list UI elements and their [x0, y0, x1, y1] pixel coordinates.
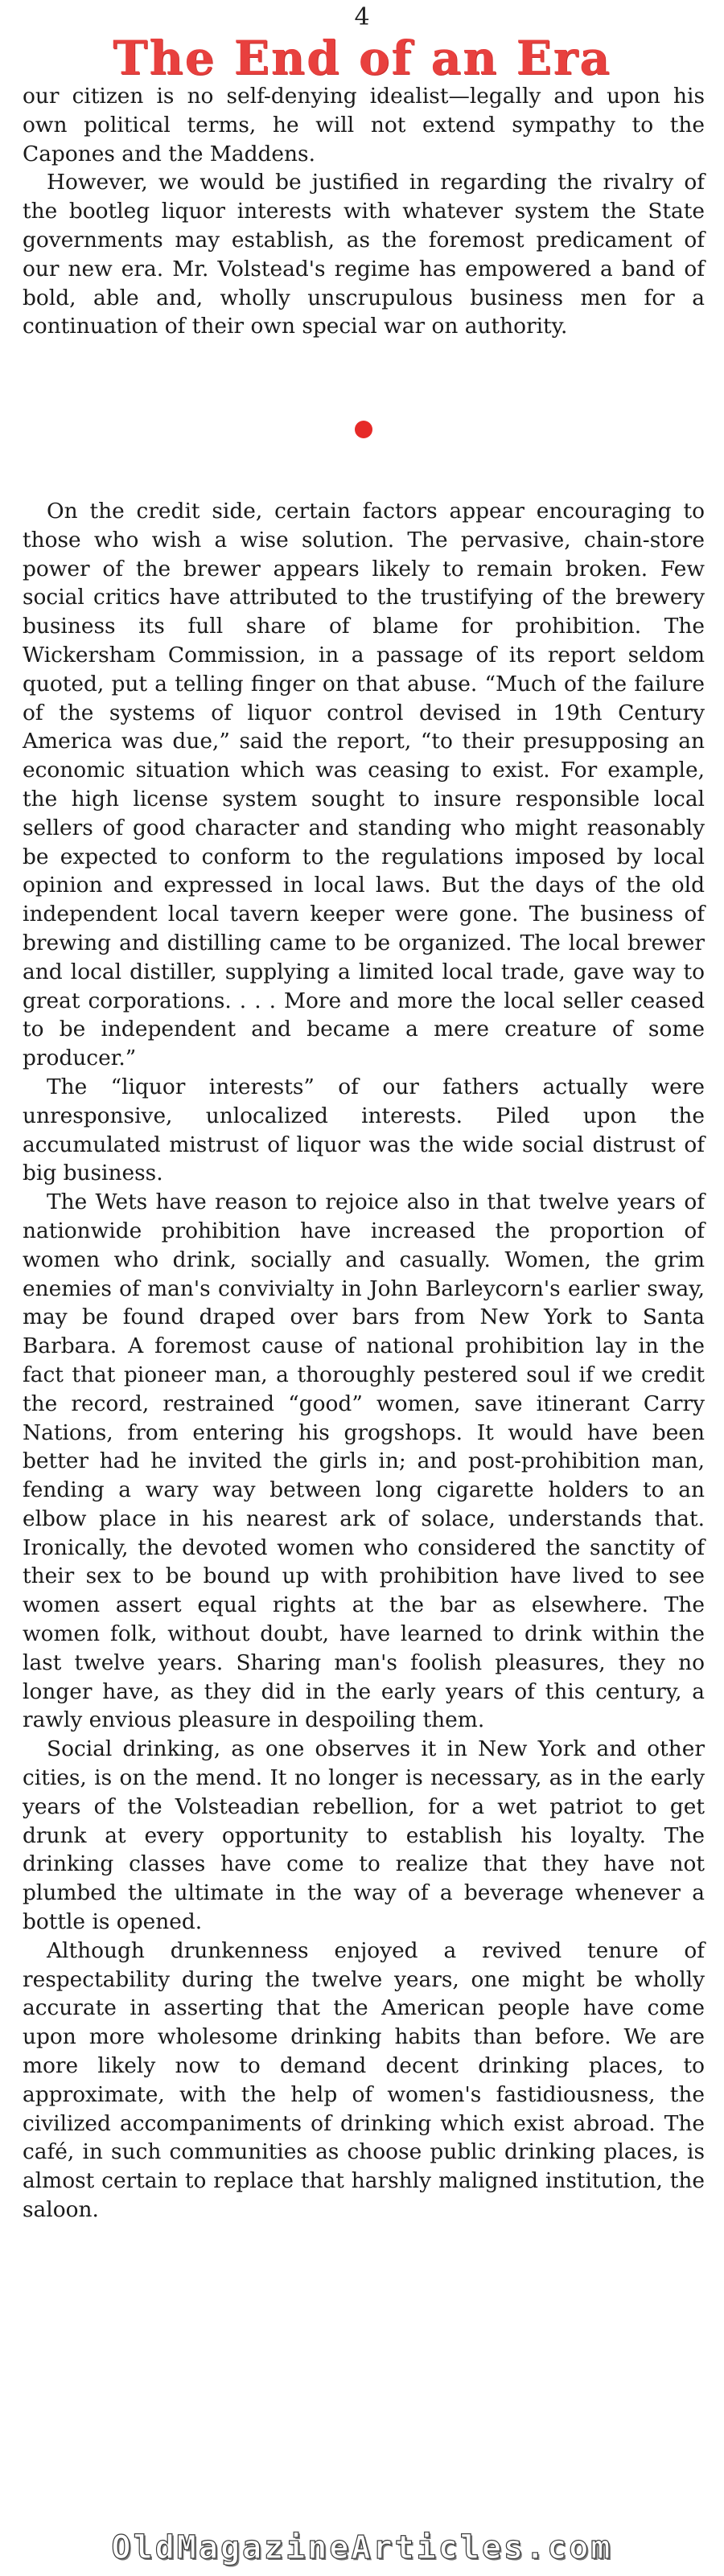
article-text-main: [23, 497, 705, 2225]
site-watermark: OldMagazineArticles.com: [111, 2529, 613, 2566]
paragraph: On the credit side, certain factors appear encouraging to those who wish a wise solution. The pervasive, chain-store power of the brewer appears likely to remain broken. Few social critics have attributed to the trustifying of the brewery business its full share of blame for prohibition. The Wickersham Commission, in a passage of its report seldom quoted, put a telling finger on that abuse. “Much of the failure of the systems of liquor control devised in 19th Century America was due,” said the report, “to their presupposing an economic situation which was ceasing to exist. For example, the high license system sought to insure responsible local sellers of good character and standing who might reasonably be expected to conform to the regulations imposed by local opinion and expressed in local laws. But the days of the old independent local tavern keeper were gone. The business of brewing and distilling came to be organized. The local brewer and local distiller, supplying a limited local trade, gave way to great corporations. . . . More and more the local seller ceased to be independent and became a mere creature of some producer.”: [23, 499, 705, 1071]
paragraph: Social drinking, as one observes it in New York and other cities, is on the mend. It no longer is necessary, as in the early years of the Volsteadian rebellion, for a wet patriot to get drunk at every opportunity to establish his loyalty. The drinking classes have come to realize that they have not plumbed the ultimate in the way of a beverage whenever a bottle is opened.: [23, 1736, 705, 1935]
article-text-top: [23, 82, 705, 341]
paragraph: The “liquor interests” of our fathers actually were unresponsive, unlocalized interests. Piled upon the accumulated mistrust of liquor was the wide social distrust of big business.: [23, 1074, 705, 1186]
paragraph: The Wets have reason to rejoice also in that twelve years of nationwide prohibition have increased the proportion of women who drink, socially and casually. Women, the grim enemies of man's convivialty in John Barleycorn's earlier sway, may be found draped over bars from New York to Santa Barbara. A foremost cause of national prohibition lay in the fact that pioneer man, a thoroughly pestered soul if we credit the record, restrained “good” women, save itinerant Carry Nations, from entering his grogshops. It would have been better had he invited the girls in; and post-prohibition man, fending a wary way between long cigarette holders to an elbow place in his nearest ark of solace, understands that. Ironically, the devoted women who considered the sanctity of their sex to be bound up with prohibition have lived to see women assert equal rights at the bar as elsewhere. The women folk, without doubt, have learned to drink within the last twelve years. Sharing man's foolish pleasures, they no longer have, as they did in the early years of this century, a rawly envious pleasure in despoiling them.: [23, 1189, 705, 1733]
article-title: The End of an Era: [113, 31, 611, 85]
section-divider-dot: [355, 421, 372, 438]
page-number: 4: [354, 3, 370, 31]
paragraph: Although drunkenness enjoyed a revived tenure of respectability during the twelve years, one might be wholly accurate in asserting that the American people have come upon more wholesome drinking habits than before. We are more likely now to demand decent drinking places, to approximate, with the help of women's fastidiousness, the civilized accompaniments of drinking which exist abroad. The café, in such communities as choose public drinking places, is almost certain to replace that harshly maligned institution, the saloon.: [23, 1937, 705, 2223]
paragraph: our citizen is no self-denying idealist—legally and upon his own political terms, he will not extend sympathy to the Capones and the Maddens.: [23, 84, 705, 166]
paragraph: However, we would be justified in regarding the rivalry of the bootleg liquor interests with whatever system the State governments may establish, as the foremost predicament of our new era. Mr. Volstead's regime has empowered a band of bold, able and, wholly unscrupulous business men for a continuation of their own special war on authority.: [23, 170, 705, 339]
